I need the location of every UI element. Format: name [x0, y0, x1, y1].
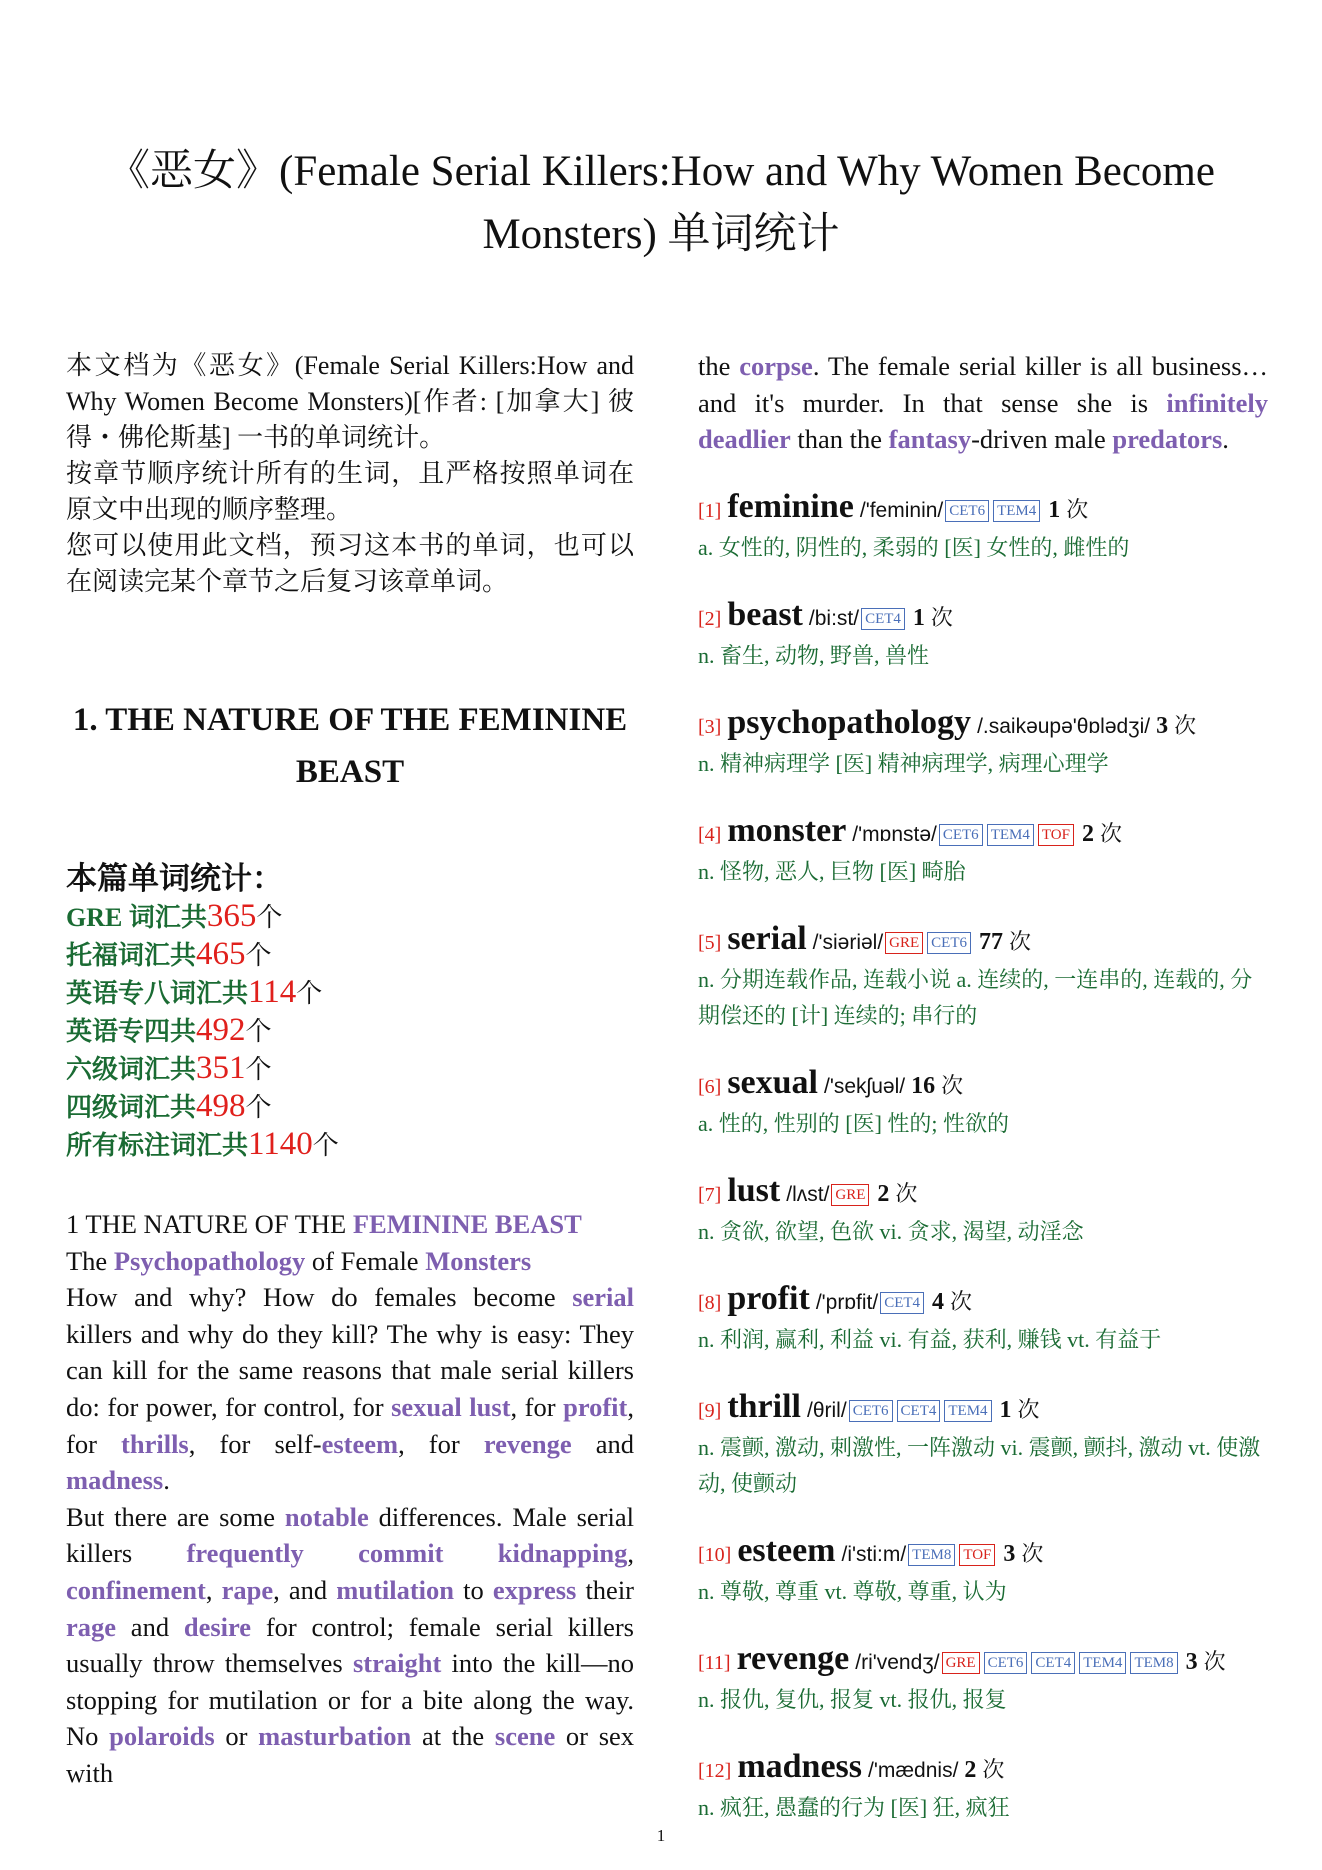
highlighted-word: notable: [284, 1501, 369, 1532]
stat-count: 365: [206, 898, 257, 934]
passage-text: the: [698, 351, 740, 381]
highlighted-word: serial: [572, 1282, 634, 1313]
highlighted-word: express: [492, 1574, 577, 1605]
vocab-entry: [698, 596, 1268, 674]
highlighted-word: polaroids: [109, 1721, 215, 1752]
passage-paragraph: [66, 1243, 634, 1280]
passage-text: of Female: [305, 1245, 426, 1276]
stat-row: [66, 1126, 634, 1164]
exam-tag: CET4: [897, 1400, 941, 1422]
vocab-head: [698, 812, 1268, 854]
vocab-times-label: 次: [930, 604, 953, 630]
highlighted-word: predators: [1112, 424, 1223, 455]
vocab-phonetic: /'mɒnstə/: [852, 822, 937, 846]
passage-text: , for: [510, 1391, 564, 1422]
vocab-index: [4]: [698, 823, 722, 846]
stat-count: 465: [196, 936, 246, 972]
stat-label: 英语专四共: [66, 1017, 197, 1046]
vocab-index: [10]: [698, 1543, 732, 1566]
stat-count: 492: [196, 1012, 246, 1048]
right-column: [698, 348, 1268, 1826]
stat-row: [66, 974, 634, 1012]
passage-text: . The female serial killer is all business…and it's murder. In that sense she is: [698, 351, 1269, 418]
page-number: 1: [656, 1826, 666, 1845]
passage-text: 1 THE NATURE OF THE: [66, 1209, 353, 1239]
highlighted-word: sexual: [391, 1391, 462, 1422]
vocab-count: 4: [932, 1288, 945, 1315]
vocab-entry: [698, 812, 1268, 890]
vocab-index: [7]: [698, 1183, 722, 1206]
vocab-count: 2: [877, 1180, 890, 1207]
vocab-entry: [698, 488, 1268, 566]
stat-unit: 个: [245, 1093, 272, 1122]
vocab-head: [698, 1280, 1268, 1322]
stat-count: 498: [196, 1088, 246, 1124]
vocab-word: sexual: [727, 1063, 819, 1101]
passage-text: for control; female serial killers usually throw themselves: [66, 1611, 634, 1679]
highlighted-word: masturbation: [258, 1721, 412, 1752]
exam-tag: CET6: [945, 500, 989, 522]
highlighted-word: Monsters: [425, 1245, 532, 1276]
vocab-index: [6]: [698, 1075, 722, 1098]
stats-heading: 本篇单词统计：: [66, 861, 283, 896]
stat-row: [66, 1012, 634, 1050]
highlighted-word: frequently: [186, 1538, 304, 1569]
exam-tag: CET4: [861, 608, 905, 630]
exam-tag: GRE: [831, 1184, 869, 1206]
vocab-phonetic: /i'sti:m/: [841, 1542, 907, 1566]
vocab-times-label: 次: [1174, 712, 1197, 738]
exam-tag: TEM8: [1130, 1652, 1177, 1674]
vocab-entry: [698, 1172, 1268, 1250]
vocab-phonetic: /'mædnis/: [868, 1758, 959, 1782]
highlighted-word: desire: [183, 1611, 252, 1642]
vocab-word: thrill: [727, 1387, 801, 1425]
stat-count: 1140: [248, 1126, 313, 1162]
vocab-phonetic: /'prɒfit/: [815, 1290, 879, 1314]
intro-paragraph: 本文档为《恶女》(Female Serial Killers:How and Why Women Become Monsters)[作者: [加拿大] 彼得・佛伦斯基] 一书的单词统计。: [66, 351, 634, 452]
exam-tag: CET6: [984, 1652, 1028, 1674]
vocab-head: [698, 1532, 1268, 1574]
exam-tag: CET4: [880, 1292, 924, 1314]
stat-label: 托福词汇共: [66, 941, 197, 970]
vocab-times-label: 次: [895, 1180, 918, 1206]
vocab-entry: [698, 1532, 1268, 1610]
intro: [66, 348, 634, 600]
vocab-head: [698, 1064, 1268, 1106]
passage-text: , for self-: [188, 1428, 322, 1459]
highlighted-word: madness: [66, 1465, 164, 1496]
vocab-count: 1: [1048, 496, 1061, 523]
vocab-phonetic: /.saikəupə'θɒlədʒi/: [977, 714, 1151, 738]
vocab-definition: n. 精神病理学 [医] 精神病理学, 病理心理学: [698, 750, 1109, 776]
vocab-index: [12]: [698, 1759, 732, 1782]
vocab-entry: [698, 1064, 1268, 1142]
vocab-times-label: 次: [1021, 1540, 1044, 1566]
stat-unit: 个: [245, 1017, 272, 1046]
vocab-phonetic: /θril/: [807, 1398, 847, 1422]
stat-row: [66, 936, 634, 974]
exam-tag: TEM4: [944, 1400, 991, 1422]
vocab-definition: a. 性的, 性别的 [医] 性的; 性欲的: [698, 1110, 1010, 1136]
highlighted-word: confinement: [66, 1574, 206, 1605]
vocab-times-label: 次: [1017, 1396, 1040, 1422]
vocab-times-label: 次: [941, 1072, 964, 1098]
vocab-word: profit: [727, 1279, 810, 1317]
vocab-count: 1: [912, 604, 925, 631]
vocab-index: [8]: [698, 1291, 722, 1314]
passage-text: than the: [790, 424, 889, 455]
document-title: 《恶女》(Female Serial Killers:How and Why Women Become Monsters) 单词统计: [107, 148, 1215, 258]
vocab-head: [698, 596, 1268, 638]
vocab-head: [698, 1640, 1268, 1682]
stat-count: 114: [248, 974, 297, 1010]
exam-tag: TEM8: [908, 1544, 955, 1566]
highlighted-word: deadlier: [698, 424, 791, 455]
stat-unit: 个: [256, 903, 283, 932]
vocab-word: lust: [727, 1171, 781, 1209]
passage-text: .: [163, 1465, 170, 1496]
stat-label: GRE 词汇共: [66, 903, 207, 932]
vocab-definition: n. 疯狂, 愚蠢的行为 [医] 狂, 疯狂: [698, 1794, 1010, 1820]
vocab-list: [698, 488, 1268, 1826]
stat-label: 四级词汇共: [66, 1093, 197, 1122]
exam-tag: TEM4: [993, 500, 1040, 522]
vocab-phonetic: /ri'vendʒ/: [855, 1650, 940, 1674]
highlighted-word: lust: [469, 1391, 511, 1422]
highlighted-word: scene: [494, 1721, 556, 1752]
passage-text: or sex with: [66, 1721, 635, 1788]
vocab-word: esteem: [737, 1531, 836, 1569]
passage-text: or: [214, 1721, 259, 1752]
highlighted-word: rape: [221, 1574, 274, 1605]
stat-row: [66, 1088, 634, 1126]
passage-text: and: [571, 1428, 634, 1459]
vocab-index: [11]: [698, 1651, 731, 1674]
vocab-definition: n. 尊敬, 尊重 vt. 尊敬, 尊重, 认为: [698, 1578, 1007, 1604]
vocab-head: [698, 488, 1268, 530]
passage-text: [304, 1538, 358, 1568]
passage-text: at the: [411, 1721, 495, 1752]
vocab-count: 2: [1081, 820, 1094, 847]
vocab-phonetic: /lʌst/: [786, 1182, 830, 1206]
passage-text: How and why? How do females become: [66, 1282, 573, 1313]
highlighted-word: corpse: [739, 351, 813, 381]
highlighted-word: profit: [563, 1391, 628, 1422]
vocab-word: beast: [727, 595, 803, 633]
vocab-entry: [698, 1640, 1268, 1718]
stat-unit: 个: [245, 1055, 272, 1084]
vocab-times-label: 次: [1203, 1648, 1226, 1674]
vocab-count: 3: [1003, 1540, 1016, 1567]
exam-tag: GRE: [942, 1652, 980, 1674]
passage-paragraph: [66, 1499, 634, 1792]
vocab-count: 1: [999, 1396, 1012, 1423]
vocab-head: [698, 704, 1268, 746]
vocab-entry: [698, 920, 1268, 1034]
passage-text: -driven male: [971, 424, 1113, 455]
highlighted-word: rage: [66, 1611, 117, 1642]
vocab-entry: [698, 1748, 1268, 1826]
vocab-index: [5]: [698, 931, 722, 954]
intro-paragraph: 您可以使用此文档，预习这本书的单词，也可以在阅读完某个章节之后复习该章单词。: [66, 531, 634, 596]
stat-row: [66, 1050, 634, 1088]
passage-text: into the kill—no stopping for mutilation or for a bite along the way. No: [66, 1648, 635, 1752]
passage-paragraph: [66, 1206, 634, 1243]
exam-tag: TEM4: [1079, 1652, 1126, 1674]
stat-unit: 个: [312, 1131, 339, 1160]
chapter-title: 1. THE NATURE OF THE FEMININE BEAST: [72, 702, 628, 790]
stat-label: 六级词汇共: [66, 1055, 197, 1084]
passage-right: [698, 348, 1268, 458]
vocab-count: 77: [979, 928, 1004, 955]
highlighted-word: mutilation: [336, 1574, 455, 1605]
passage-text: .: [1222, 424, 1229, 455]
vocab-count: 3: [1185, 1648, 1198, 1675]
stat-count: 351: [196, 1050, 246, 1086]
vocab-index: [2]: [698, 607, 722, 630]
passage-text: , and: [273, 1574, 337, 1605]
vocab-count: 16: [911, 1072, 936, 1099]
vocab-times-label: 次: [1009, 928, 1032, 954]
vocab-index: [3]: [698, 715, 722, 738]
exam-tag: CET6: [849, 1400, 893, 1422]
passage-text: ,: [627, 1538, 635, 1569]
passage-paragraph: [698, 348, 1268, 458]
highlighted-word: straight: [352, 1648, 442, 1679]
vocab-times-label: 次: [982, 1756, 1005, 1782]
vocab-word: feminine: [727, 487, 854, 525]
vocab-definition: n. 贪欲, 欲望, 色欲 vi. 贪求, 渴望, 动淫念: [698, 1218, 1084, 1244]
vocab-head: [698, 920, 1268, 962]
exam-tag: CET4: [1031, 1652, 1075, 1674]
vocab-count: 2: [964, 1756, 977, 1783]
vocab-word: psychopathology: [727, 703, 972, 741]
vocab-definition: n. 畜生, 动物, 野兽, 兽性: [698, 642, 930, 668]
vocab-phonetic: /'siəriəl/: [812, 930, 884, 954]
passage-text: and: [116, 1611, 184, 1642]
highlighted-word: commit: [358, 1538, 444, 1569]
highlighted-word: Psychopathology: [113, 1245, 306, 1276]
vocab-definition: n. 分期连载作品, 连载小说 a. 连续的, 一连串的, 连载的, 分期偿还的 [计] 连续的; 串行的: [698, 966, 1253, 1028]
exam-tag: TOF: [1038, 824, 1074, 846]
vocab-phonetic: /'sekʃuəl/: [824, 1074, 906, 1098]
stat-unit: 个: [296, 979, 323, 1008]
passage-text: differences. Male serial killers: [66, 1501, 634, 1569]
vocab-count: 3: [1156, 712, 1169, 739]
vocab-times-label: 次: [950, 1288, 973, 1314]
stat-label: 英语专八词汇共: [66, 979, 249, 1008]
highlighted-word: infinitely: [1166, 387, 1268, 418]
passage-text: their: [576, 1574, 635, 1605]
passage-text: But there are some: [66, 1501, 285, 1532]
highlighted-word: esteem: [321, 1428, 399, 1459]
vocab-head: [698, 1748, 1268, 1790]
passage-text: ,: [205, 1574, 222, 1605]
passage-left: [66, 1206, 634, 1792]
vocab-word: madness: [737, 1747, 863, 1785]
vocab-head: [698, 1388, 1268, 1430]
vocab-index: [1]: [698, 499, 722, 522]
vocab-times-label: 次: [1099, 820, 1122, 846]
passage-text: The: [66, 1245, 114, 1276]
vocab-phonetic: /bi:st/: [808, 606, 860, 630]
passage-text: , for: [66, 1391, 634, 1459]
exam-tag: GRE: [885, 932, 923, 954]
vocab-definition: n. 报仇, 复仇, 报复 vt. 报仇, 报复: [698, 1686, 1007, 1712]
stats-list: [66, 898, 634, 1164]
vocab-word: serial: [727, 919, 807, 957]
vocab-word: monster: [727, 811, 847, 849]
exam-tag: CET6: [927, 932, 971, 954]
vocab-phonetic: /'feminin/: [859, 498, 944, 522]
highlighted-word: kidnapping: [497, 1538, 628, 1569]
vocab-times-label: 次: [1066, 496, 1089, 522]
vocab-definition: n. 震颤, 激动, 刺激性, 一阵激动 vi. 震颤, 颤抖, 激动 vt. 使激动, 使颤动: [698, 1434, 1261, 1496]
passage-text: , for: [398, 1428, 484, 1459]
passage-text: to: [454, 1574, 493, 1605]
intro-paragraph: 按章节顺序统计所有的生词，且严格按照单词在原文中出现的顺序整理。: [66, 459, 634, 524]
vocab-definition: a. 女性的, 阴性的, 柔弱的 [医] 女性的, 雌性的: [698, 534, 1130, 560]
vocab-word: revenge: [736, 1639, 850, 1677]
vocab-entry: [698, 1388, 1268, 1502]
stat-label: 所有标注词汇共: [66, 1131, 249, 1160]
vocab-entry: [698, 704, 1268, 782]
left-column: [66, 348, 634, 1792]
exam-tag: TEM4: [987, 824, 1034, 846]
vocab-definition: n. 利润, 赢利, 利益 vi. 有益, 获利, 赚钱 vt. 有益于: [698, 1326, 1162, 1352]
highlighted-word: thrills: [121, 1428, 189, 1459]
exam-tag: CET6: [939, 824, 983, 846]
passage-paragraph: [66, 1279, 634, 1499]
vocab-definition: n. 怪物, 恶人, 巨物 [医] 畸胎: [698, 858, 966, 884]
vocab-head: [698, 1172, 1268, 1214]
vocab-index: [9]: [698, 1399, 722, 1422]
passage-text: killers and why do they kill? The why is easy: They can kill for the same reasons that male serial killers do: for power, for control, for: [66, 1318, 634, 1422]
highlighted-word: fantasy: [888, 424, 972, 455]
stat-unit: 个: [245, 941, 272, 970]
highlighted-word: FEMININE BEAST: [352, 1209, 582, 1239]
stat-row: [66, 898, 634, 936]
passage-text: [443, 1538, 497, 1568]
exam-tag: TOF: [959, 1544, 995, 1566]
highlighted-word: revenge: [483, 1428, 572, 1459]
vocab-entry: [698, 1280, 1268, 1358]
